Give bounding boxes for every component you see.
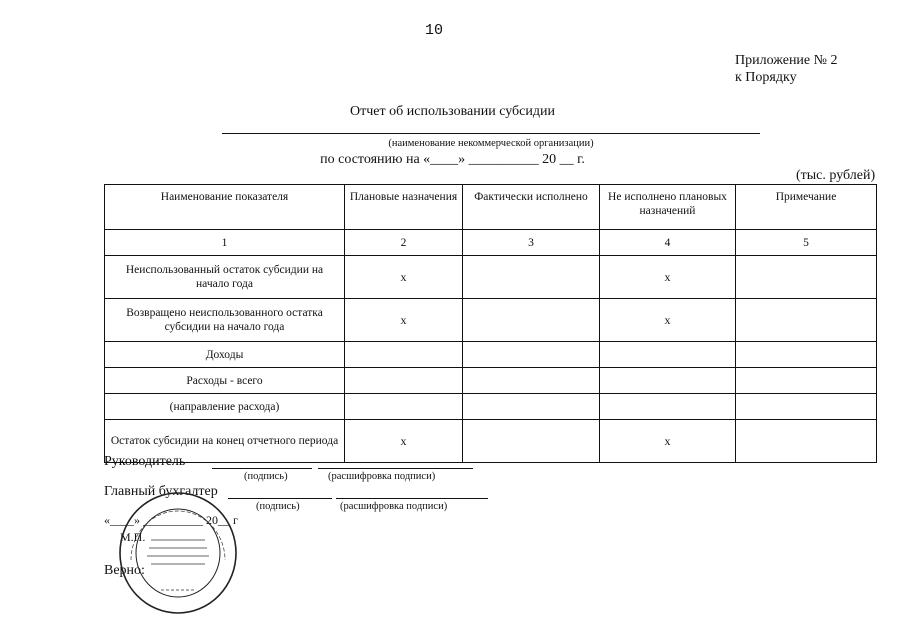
- row-name: (направление расхода): [105, 394, 345, 420]
- accountant-name-line: [336, 498, 488, 499]
- cell-actual: [463, 420, 600, 463]
- cell-unfulfilled: [600, 394, 736, 420]
- cell-planned: x: [345, 420, 463, 463]
- cell-planned: [345, 368, 463, 394]
- cell-unfulfilled: [600, 368, 736, 394]
- head-name-line: [318, 468, 473, 469]
- cell-note: [736, 420, 877, 463]
- head-signature-line: [212, 468, 312, 469]
- accountant-sign-caption: (подпись): [256, 501, 300, 512]
- cell-note: [736, 368, 877, 394]
- table-row: [105, 394, 877, 420]
- table-row: [105, 256, 877, 299]
- accountant-label: Главный бухгалтер: [104, 484, 218, 499]
- cell-note: [736, 394, 877, 420]
- accountant-signature-line: [228, 498, 332, 499]
- cell-planned: [345, 394, 463, 420]
- units-label: (тыс. рублей): [796, 168, 876, 183]
- cell-unfulfilled: [600, 342, 736, 368]
- column-number: 2: [345, 230, 463, 256]
- verified-label: Верно:: [104, 563, 145, 578]
- appendix-reference: [735, 52, 838, 86]
- organization-caption: (наименование некоммерческой организации): [388, 138, 594, 149]
- cell-actual: [463, 368, 600, 394]
- header-unfulfilled: Не исполнено плановых назначений: [600, 185, 736, 230]
- date-line: «____» __________ 20__ г: [104, 513, 238, 527]
- row-name: Доходы: [105, 342, 345, 368]
- cell-note: [736, 342, 877, 368]
- as-of-date-line: по состоянию на «____» __________ 20 __ г.: [320, 152, 585, 167]
- table-row: [105, 420, 877, 463]
- table-row: [105, 299, 877, 342]
- column-number: 1: [105, 230, 345, 256]
- cell-planned: x: [345, 299, 463, 342]
- row-name: Остаток субсидии на конец отчетного периода: [105, 420, 345, 463]
- table-row: [105, 368, 877, 394]
- row-name: Неиспользованный остаток субсидии на начало года: [105, 256, 345, 299]
- report-title: Отчет об использовании субсидии: [350, 104, 555, 119]
- organization-name-line: [222, 133, 760, 134]
- row-name: Возвращено неиспользованного остатка субсидии на начало года: [105, 299, 345, 342]
- cell-actual: [463, 394, 600, 420]
- cell-unfulfilled: x: [600, 420, 736, 463]
- appendix-line-2: к Порядку: [735, 70, 797, 85]
- header-indicator-name: Наименование показателя: [105, 185, 345, 230]
- header-planned: Плановые назначения: [345, 185, 463, 230]
- cell-actual: [463, 342, 600, 368]
- head-label: Руководитель: [104, 454, 186, 469]
- cell-planned: [345, 342, 463, 368]
- cell-unfulfilled: x: [600, 299, 736, 342]
- cell-note: [736, 299, 877, 342]
- subsidy-report-table: [104, 184, 877, 463]
- header-actual: Фактически исполнено: [463, 185, 600, 230]
- row-name: Расходы - всего: [105, 368, 345, 394]
- table-header-row: [105, 185, 877, 230]
- accountant-name-caption: (расшифровка подписи): [340, 501, 448, 512]
- cell-unfulfilled: x: [600, 256, 736, 299]
- seal-stamp: [117, 490, 239, 616]
- page-number: 10: [425, 22, 444, 39]
- seal-place-label: М.П.: [120, 530, 146, 544]
- header-note: Примечание: [736, 185, 877, 230]
- cell-actual: [463, 256, 600, 299]
- table-row: [105, 342, 877, 368]
- column-number-row: [105, 230, 877, 256]
- column-number: 3: [463, 230, 600, 256]
- head-sign-caption: (подпись): [244, 471, 288, 482]
- cell-planned: x: [345, 256, 463, 299]
- column-number: 4: [600, 230, 736, 256]
- cell-actual: [463, 299, 600, 342]
- appendix-line-1: Приложение № 2: [735, 53, 838, 68]
- cell-note: [736, 256, 877, 299]
- column-number: 5: [736, 230, 877, 256]
- head-name-caption: (расшифровка подписи): [328, 471, 436, 482]
